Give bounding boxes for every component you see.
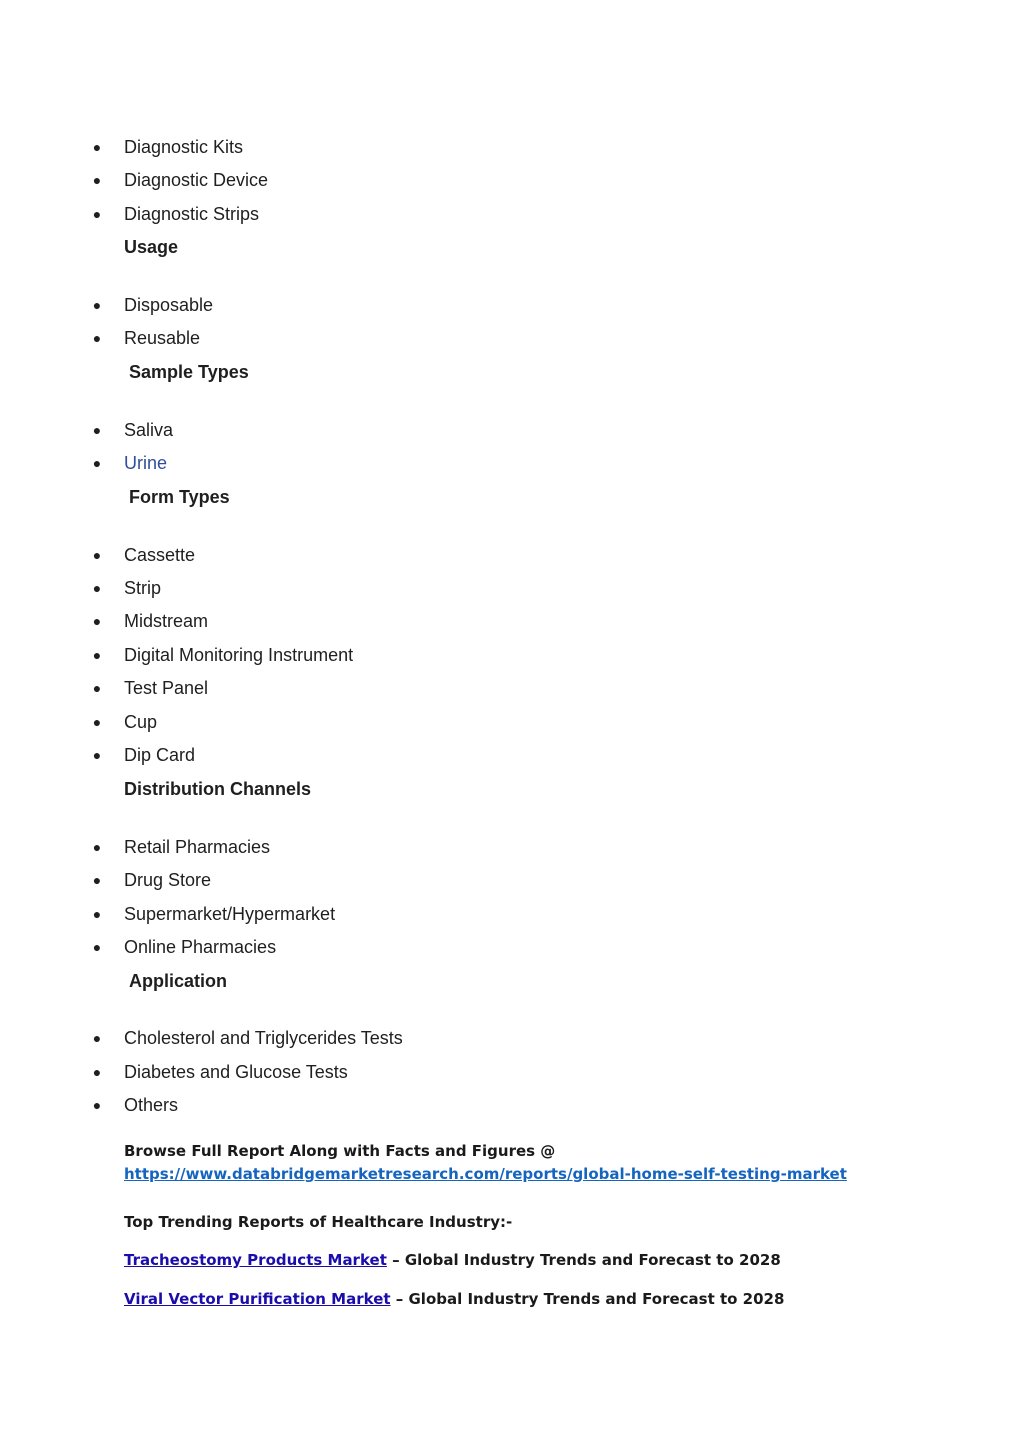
section-heading-application: Application <box>129 971 227 991</box>
bullet-icon: ● <box>92 939 102 955</box>
list-item-text: Strip <box>124 578 162 598</box>
bullet-icon: ● <box>92 872 102 888</box>
section-heading-distribution-channels: Distribution Channels <box>124 779 312 799</box>
viral-vector-report-link[interactable]: Viral Vector Purification Market <box>124 1290 391 1308</box>
bullet-icon: ● <box>92 647 102 663</box>
bullet-icon: ● <box>92 580 102 596</box>
list-item-text: Midstream <box>124 611 209 631</box>
list-item-text: Disposable <box>124 295 214 315</box>
report-url-link[interactable]: https://www.databridgemarketresearch.com/reports/global-home-self-testing-market <box>124 1165 847 1183</box>
list-item-text: Dip Card <box>124 745 196 765</box>
bullet-icon: ● <box>92 297 102 313</box>
bullet-icon: ● <box>92 613 102 629</box>
list-item-text: Test Panel <box>124 678 209 698</box>
list-item-text: Diagnostic Kits <box>124 137 244 157</box>
trending-report-suffix: – Global Industry Trends and Forecast to 2028 <box>386 1251 781 1269</box>
list-item-text: Diagnostic Device <box>124 170 269 190</box>
list-item-text: Others <box>124 1095 179 1115</box>
list-item-text: Online Pharmacies <box>124 937 277 957</box>
section-heading-sample-types: Sample Types <box>129 362 249 382</box>
bullet-icon: ● <box>92 547 102 563</box>
list-item-text: Supermarket/Hypermarket <box>124 904 336 924</box>
trending-heading: Top Trending Reports of Healthcare Industry:- <box>124 1213 513 1231</box>
bullet-icon: ● <box>92 680 102 696</box>
bullet-icon: ● <box>92 330 102 346</box>
urine-link[interactable]: Urine <box>124 453 168 473</box>
browse-report-text: Browse Full Report Along with Facts and Figures @ <box>124 1142 556 1160</box>
list-item-text: Reusable <box>124 328 201 348</box>
list-item-text: Cup <box>124 712 158 732</box>
list-item-text: Cholesterol and Triglycerides Tests <box>124 1028 403 1048</box>
bullet-icon: ● <box>92 206 102 222</box>
bullet-icon: ● <box>92 1030 102 1046</box>
list-item-text: Digital Monitoring Instrument <box>124 645 354 665</box>
trending-report-row <box>124 1289 784 1309</box>
list-item-text: Diabetes and Glucose Tests <box>124 1062 348 1082</box>
bullet-icon: ● <box>92 747 102 763</box>
bullet-icon: ● <box>92 422 102 438</box>
bullet-icon: ● <box>92 839 102 855</box>
bullet-icon: ● <box>92 906 102 922</box>
bullet-icon: ● <box>92 714 102 730</box>
trending-report-suffix: – Global Industry Trends and Forecast to 2028 <box>390 1290 785 1308</box>
list-item-text: Diagnostic Strips <box>124 204 260 224</box>
bullet-icon: ● <box>92 172 102 188</box>
bullet-icon: ● <box>92 139 102 155</box>
bullet-icon: ● <box>92 1097 102 1113</box>
list-item-text: Cassette <box>124 545 196 565</box>
section-heading-usage: Usage <box>124 237 179 257</box>
trending-report-row <box>124 1250 781 1270</box>
bullet-icon: ● <box>92 1064 102 1080</box>
list-item-text: Drug Store <box>124 870 212 890</box>
tracheostomy-report-link[interactable]: Tracheostomy Products Market <box>124 1251 387 1269</box>
list-item-text: Retail Pharmacies <box>124 837 271 857</box>
section-heading-form-types: Form Types <box>129 487 230 507</box>
list-item-text: Saliva <box>124 420 174 440</box>
bullet-icon: ● <box>92 455 102 471</box>
